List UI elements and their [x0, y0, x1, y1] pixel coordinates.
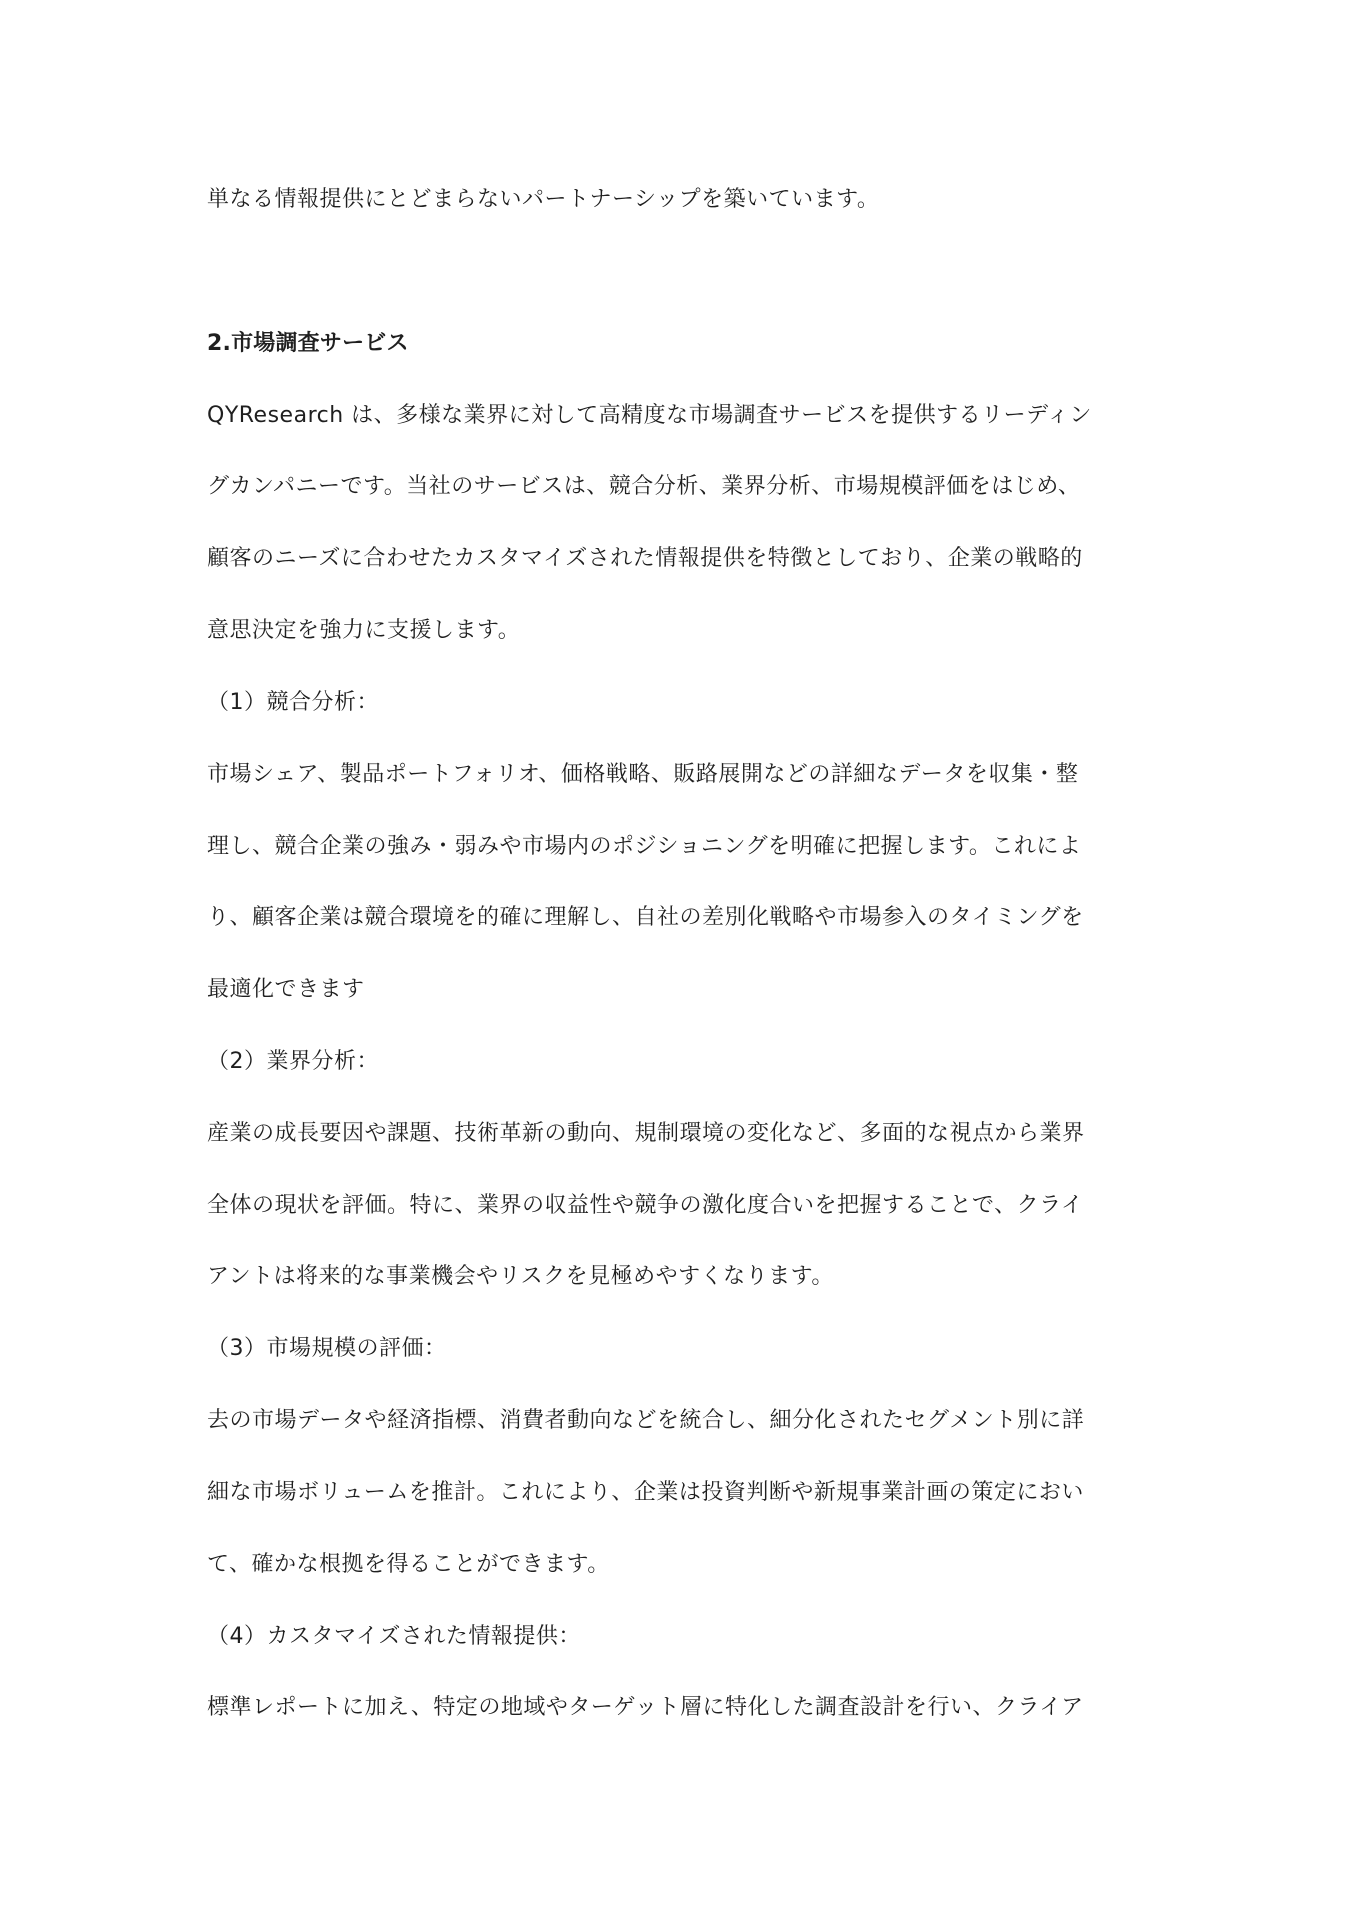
- paragraph-line: 細な市場ボリュームを推計。これにより、企業は投資判断や新規事業計画の策定におい: [207, 1480, 1084, 1505]
- subsection-title-industry-analysis: （2）業界分析：: [207, 1049, 379, 1074]
- paragraph-line: 標準レポートに加え、特定の地域やターゲット層に特化した調査設計を行い、クライア: [207, 1695, 1084, 1720]
- section-heading: 2.市場調査サービス: [207, 331, 409, 356]
- paragraph-line: 去の市場データや経済指標、消費者動向などを統合し、細分化されたセグメント別に詳: [207, 1408, 1085, 1433]
- paragraph-line: グカンパニーです。当社のサービスは、競合分析、業界分析、市場規模評価をはじめ、: [207, 474, 1081, 499]
- paragraph-line: り、顧客企業は競合環境を的確に理解し、自社の差別化戦略や市場参入のタイミングを: [207, 905, 1084, 930]
- paragraph-line-partnership: 単なる情報提供にとどまらないパートナーシップを築いています。: [207, 187, 880, 212]
- subsection-title-competitive-analysis: （1）競合分析：: [207, 690, 379, 715]
- subsection-title-customized-info: （4）カスタマイズされた情報提供：: [207, 1624, 581, 1649]
- subsection-title-market-size: （3）市場規模の評価：: [207, 1336, 447, 1361]
- paragraph-line: て、確かな根拠を得ることができます。: [207, 1552, 610, 1577]
- paragraph-line: 意思決定を強力に支援します。: [207, 618, 521, 643]
- paragraph-line: 全体の現状を評価。特に、業界の収益性や競争の激化度合いを把握することで、クライ: [207, 1193, 1084, 1218]
- paragraph-line: 理し、競合企業の強み・弱みや市場内のポジショニングを明確に把握します。これによ: [207, 834, 1082, 859]
- paragraph-line: アントは将来的な事業機会やリスクを見極めやすくなります。: [207, 1264, 834, 1289]
- paragraph-line: QYResearch は、多様な業界に対して高精度な市場調査サービスを提供するリーディン: [207, 403, 1092, 428]
- paragraph-line: 市場シェア、製品ポートフォリオ、価格戦略、販路展開などの詳細なデータを収集・整: [207, 762, 1079, 787]
- paragraph-line: 産業の成長要因や課題、技術革新の動向、規制環境の変化など、多面的な視点から業界: [207, 1121, 1085, 1146]
- paragraph-line: 顧客のニーズに合わせたカスタマイズされた情報提供を特徴としており、企業の戦略的: [207, 546, 1083, 571]
- paragraph-line: 最適化できます: [207, 977, 365, 1002]
